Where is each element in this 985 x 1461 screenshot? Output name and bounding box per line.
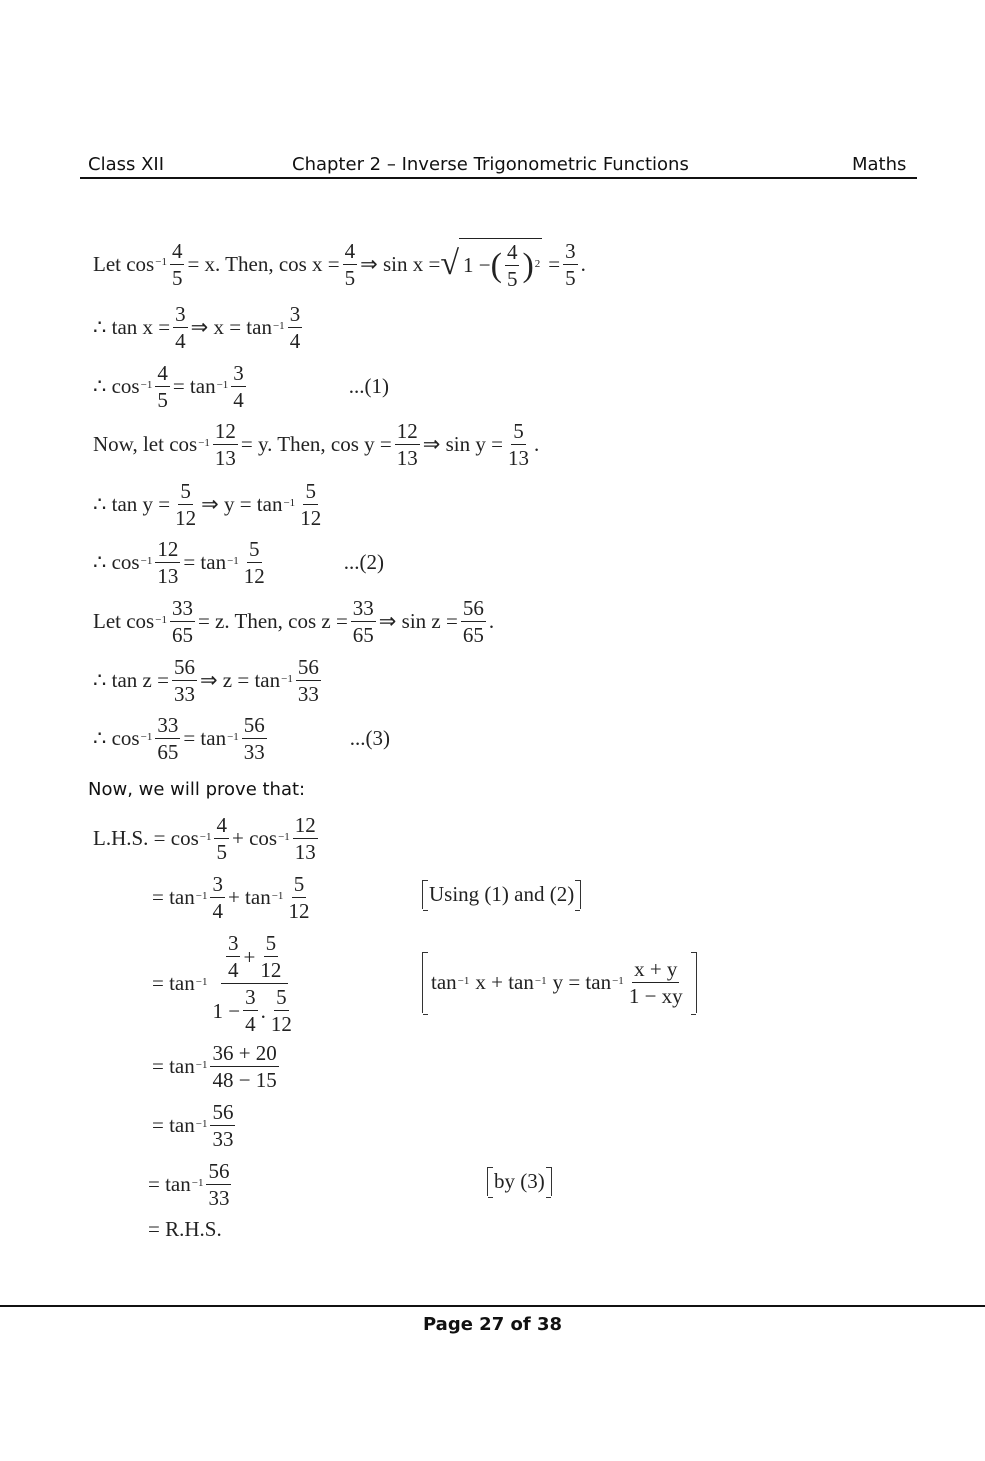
equation-ref-1: ...(1) [348,374,390,399]
proof-line-2: = tan $^{-1}$ $\frac{3}{4}$ + tan $^{-1}$ $\frac{5}{12}$ [152,872,310,924]
math-line-7: Let cos $^{-1}$ $\frac{33}{65}$ = z. Then, cos z = $\frac{33}{65}$ ⇒ sin z = $\frac{56}{65}$ . [93,596,495,648]
proof-conclusion: = R.H.S. [148,1217,222,1241]
header-chapter: Chapter 2 – Inverse Trigonometric Functions [292,154,689,175]
math-line-6: ∴ cos $^{-1}$ $\frac{12}{13}$ = tan $^{-1}$ $\frac{5}{12}$ ...(2) [93,537,385,589]
header-class: Class XII [88,154,165,175]
math-line-1: Let cos $^{-1}$ $\frac{4}{5}$ = x. Then, cos x = $\frac{4}{5}$ ⇒ sin x = √ 1 − ( $\frac{4}{5}$ ) $^2$ = $\frac{3}{5}$ . [93,238,586,292]
header-subject: Maths [852,154,907,175]
note-using-1-2: Using (1) and (2) [422,880,581,909]
prove-statement: Now, we will prove that: [88,779,306,800]
proof-line-1: L.H.S. = cos $^{-1}$ $\frac{4}{5}$ + cos $^{-1}$ $\frac{12}{13}$ [93,813,316,865]
proof-line-5: = tan $^{-1}$ $\frac{56}{33}$ [152,1100,234,1152]
equation-ref-3: ...(3) [349,726,391,751]
math-line-2: ∴ tan x = $\frac{3}{4}$ ⇒ x = tan $^{-1}$ $\frac{3}{4}$ [93,302,301,354]
proof-line-3: = tan $^{-1}$ $\frac{3}{4}$ + $\frac{5}{12}$ 1 − $\frac{3}{4}$ . $\frac{5}{12}$ [152,931,292,1037]
page-number: Page 27 of 38 [422,1314,563,1335]
header-rule [80,177,917,179]
proof-line-6: = tan $^{-1}$ $\frac{56}{33}$ [148,1159,230,1211]
footer-rule [0,1305,985,1307]
note-tan-addition-formula: tan $^{-1}$ x + tan $^{-1}$ y = tan $^{-1}$ $\frac{x + y}{1 - xy}$ [422,952,697,1013]
math-line-4: Now, let cos $^{-1}$ $\frac{12}{13}$ = y. Then, cos y = $\frac{12}{13}$ ⇒ sin y = $\frac{5}{13}$ . [93,419,540,471]
math-line-8: ∴ tan z = $\frac{56}{33}$ ⇒ z = tan $^{-1}$ $\frac{56}{33}$ [93,655,319,707]
sqrt-expression: √ 1 − ( $\frac{4}{5}$ ) $^2$ [440,240,541,292]
math-line-5: ∴ tan y = $\frac{5}{12}$ ⇒ y = tan $^{-1}$ $\frac{5}{12}$ [93,479,322,531]
math-line-3: ∴ cos $^{-1}$ $\frac{4}{5}$ = tan $^{-1}$ $\frac{3}{4}$ ...(1) [93,361,390,413]
note-by-3: by (3) [487,1167,552,1196]
math-line-9: ∴ cos $^{-1}$ $\frac{33}{65}$ = tan $^{-1}$ $\frac{56}{33}$ ...(3) [93,713,391,765]
proof-line-4: = tan $^{-1}$ $\frac{36 + 20}{48 - 15}$ [152,1041,277,1093]
equation-ref-2: ...(2) [343,550,385,575]
